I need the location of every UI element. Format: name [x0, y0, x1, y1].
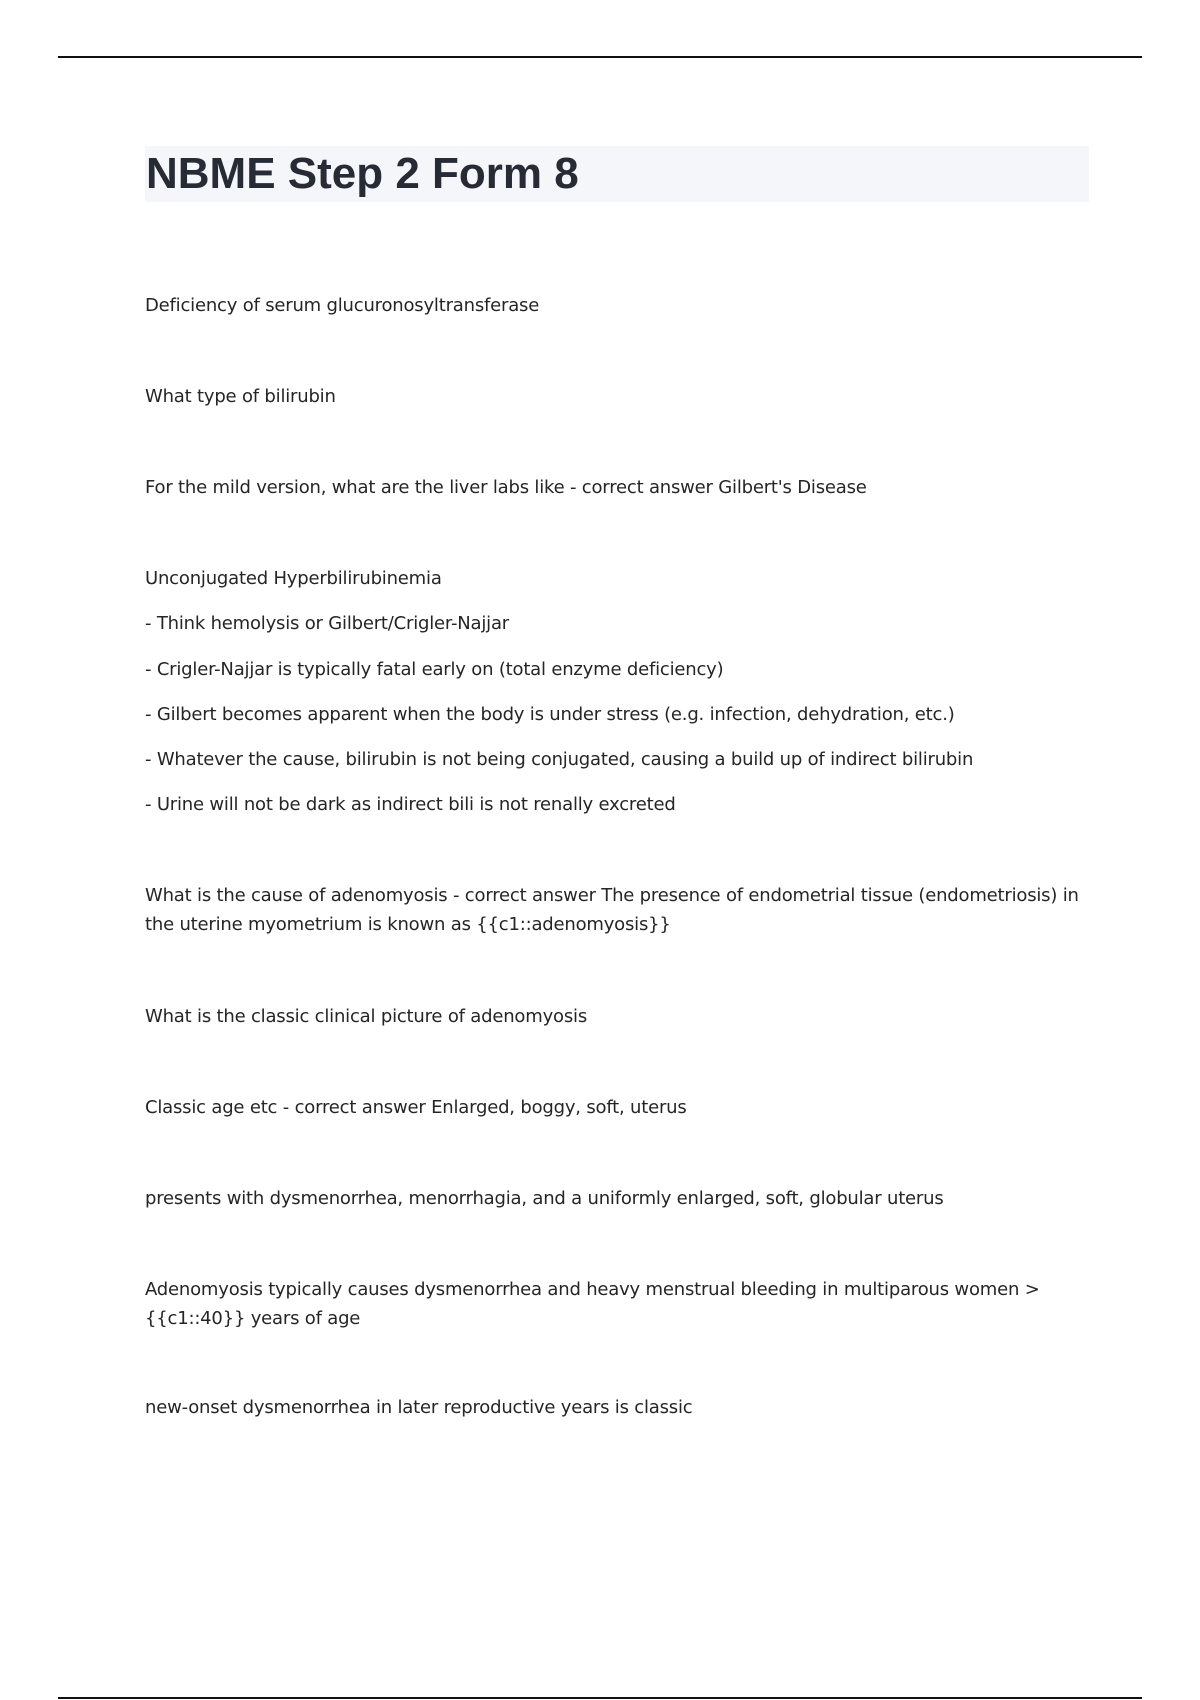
document-title: NBME Step 2 Form 8	[146, 149, 579, 198]
bullet-line: - Think hemolysis or Gilbert/Crigler-Najjar	[145, 613, 509, 634]
text-line: Deficiency of serum glucuronosyltransferase	[145, 295, 540, 316]
text-line: presents with dysmenorrhea, menorrhagia, and a uniformly enlarged, soft, globular uterus	[145, 1188, 944, 1209]
text-line: Adenomyosis typically causes dysmenorrhea and heavy menstrual bleeding in multiparous women > {{c1::40}} years of age	[145, 1279, 1040, 1329]
text-line: What type of bilirubin	[145, 386, 336, 407]
text-line: What is the classic clinical picture of adenomyosis	[145, 1006, 588, 1027]
bullet-line: - Gilbert becomes apparent when the body is under stress (e.g. infection, dehydration, etc.)	[145, 704, 955, 725]
bullet-line: - Crigler-Najjar is typically fatal early on (total enzyme deficiency)	[145, 659, 724, 680]
text-line: For the mild version, what are the liver labs like - correct answer Gilbert's Disease	[145, 477, 867, 498]
text-line: Classic age etc - correct answer Enlarged, boggy, soft, uterus	[145, 1097, 687, 1118]
text-line: Unconjugated Hyperbilirubinemia	[145, 568, 442, 589]
top-divider	[58, 56, 1142, 58]
bullet-line: - Urine will not be dark as indirect bili is not renally excreted	[145, 794, 676, 815]
bottom-divider	[58, 1697, 1142, 1699]
text-line: new-onset dysmenorrhea in later reproductive years is classic	[145, 1397, 693, 1418]
bullet-line: - Whatever the cause, bilirubin is not being conjugated, causing a build up of indirect bilirubin	[145, 749, 974, 770]
text-line: What is the cause of adenomyosis - correct answer The presence of endometrial tissue (endometriosis) in the uterine myometrium is known as {{c1::adenomyosis}}	[145, 885, 1079, 935]
